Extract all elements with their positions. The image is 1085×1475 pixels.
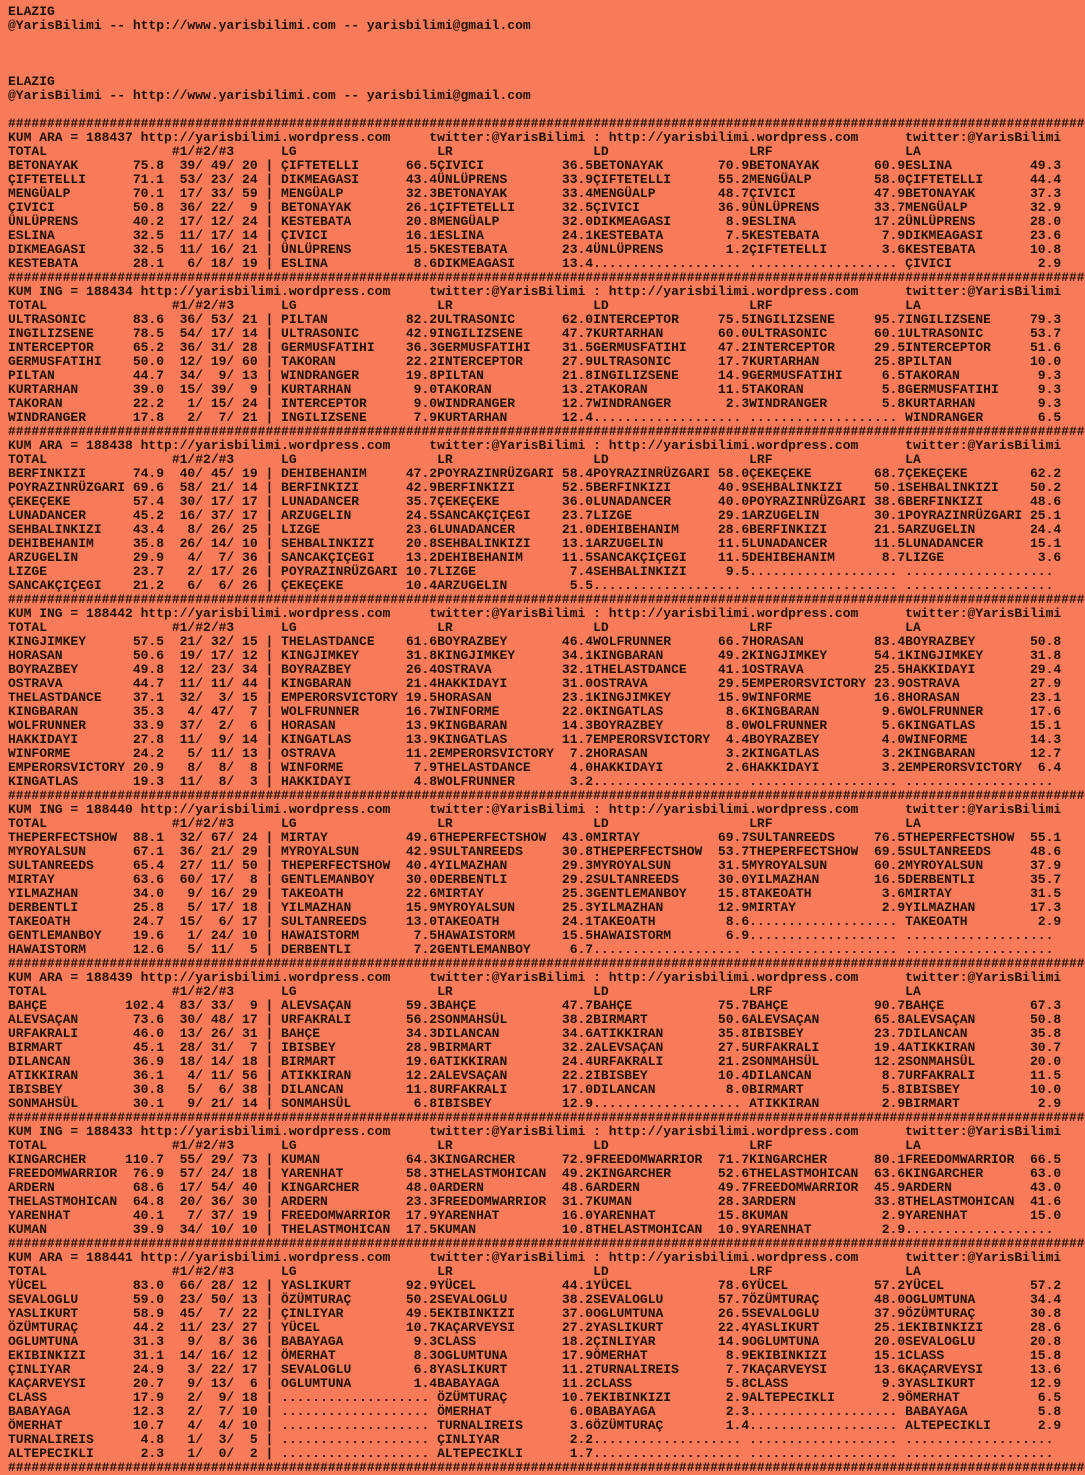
column-header: TOTAL #1/#2/#3 LG LR LD LRF LA <box>8 620 921 635</box>
table-row: TAKEOATH 24.7 15/ 6/ 17 | SULTANREEDS 13.0TAKEOATH 24.1TAKEOATH 8.6................... TAKEOATH 2.9 <box>8 914 1062 929</box>
table-row: ÇIFTETELLI 71.1 53/ 23/ 24 | DIKMEAGASI 43.4ÜNLÜPRENS 33.9ÇIFTETELLI 55.2MENGÜALP 58.0ÇIFTETELLI 44.4 <box>8 172 1062 187</box>
table-row: KINGATLAS 19.3 11/ 8/ 3 | HAKKIDAYI 4.8WOLFRUNNER 3.2................... ................... ................... <box>8 774 1062 789</box>
table-row: GERMUSFATIHI 50.0 12/ 19/ 60 | TAKORAN 22.2INTERCEPTOR 27.9ULTRASONIC 17.7KURTARHAN 25.8PILTAN 10.0 <box>8 354 1062 369</box>
table-row: GENTLEMANBOY 19.6 1/ 24/ 10 | HAWAISTORM 7.5HAWAISTORM 15.5HAWAISTORM 6.9................... ................... <box>8 928 1062 943</box>
section-header: KUM ING = 188434 http://yarisbilimi.wordpress.com twitter:@YarisBilimi : http://yarisbilimi.wordpress.com twitter:@YarisBilimi <box>8 284 1062 299</box>
table-row: DIKMEAGASI 32.5 11/ 16/ 21 | ÜNLÜPRENS 15.5KESTEBATA 23.4ÜNLÜPRENS 1.2ÇIFTETELLI 3.6KESTEBATA 10.8 <box>8 242 1062 257</box>
table-row: ALTEPECIKLI 2.3 1/ 0/ 2 | ................... ALTEPECIKLI 1.7................... ................... ................... <box>8 1446 1062 1461</box>
table-row: ÇINLIYAR 24.9 3/ 22/ 17 | SEVALOGLU 6.8YASLIKURT 11.2TURNALIREIS 7.7KAÇARVEYSI 13.6KAÇARVEYSI 13.6 <box>8 1362 1062 1377</box>
column-header: TOTAL #1/#2/#3 LG LR LD LRF LA <box>8 298 921 313</box>
section-header: KUM ARA = 188437 http://yarisbilimi.wordpress.com twitter:@YarisBilimi : http://yarisbilimi.wordpress.com twitter:@YarisBilimi <box>8 130 1062 145</box>
table-row: ÇIVICI 50.8 36/ 22/ 9 | BETONAYAK 26.1ÇIFTETELLI 32.5ÇIVICI 36.9ÜNLÜPRENS 33.7MENGÜALP 32.9 <box>8 200 1062 215</box>
report-body <box>8 116 1085 1475</box>
table-row: HAWAISTORM 12.6 5/ 11/ 5 | DERBENTLI 7.2GENTLEMANBOY 6.7................... ................... ................... <box>8 942 1062 957</box>
blank-line <box>8 47 1080 61</box>
table-row: EMPERORSVICTORY 20.9 8/ 8/ 8 | WINFORME 7.9THELASTDANCE 4.0HAKKIDAYI 2.6HAKKIDAYI 3.2EMPERORSVICTORY 6.4 <box>8 760 1062 775</box>
table-row: WOLFRUNNER 33.9 37/ 2/ 6 | HORASAN 13.9KINGBARAN 14.3BOYRAZBEY 8.0WOLFRUNNER 5.6KINGATLAS 15.1 <box>8 718 1062 733</box>
section-separator: ########################################################################################################################################## <box>8 1110 1085 1125</box>
page-title: ELAZIG <box>8 4 55 19</box>
table-row: BETONAYAK 75.8 39/ 49/ 20 | ÇIFTETELLI 66.5ÇIVICI 36.5BETONAYAK 70.9BETONAYAK 60.9ESLINA 49.3 <box>8 158 1062 173</box>
table-row: POYRAZINRÜZGARI 69.6 58/ 21/ 14 | BERFINKIZI 42.9BERFINKIZI 52.5BERFINKIZI 40.9SEHBALINKIZI 50.1SEHBALINKIZI 50.2 <box>8 480 1062 495</box>
table-row: ARZUGELIN 29.9 4/ 7/ 36 | SANCAKÇIÇEGI 13.2DEHIBEHANIM 11.5SANCAKÇIÇEGI 11.5DEHIBEHANIM 8.7LIZGE 3.6 <box>8 550 1062 565</box>
table-row: OSTRAVA 44.7 11/ 11/ 44 | KINGBARAN 21.4HAKKIDAYI 31.0OSTRAVA 29.5EMPERORSVICTORY 23.9OSTRAVA 27.9 <box>8 676 1062 691</box>
section-header: KUM ARA = 188438 http://yarisbilimi.wordpress.com twitter:@YarisBilimi : http://yarisbilimi.wordpress.com twitter:@YarisBilimi <box>8 438 1062 453</box>
table-row: SULTANREEDS 65.4 27/ 11/ 50 | THEPERFECTSHOW 40.4YILMAZHAN 29.3MYROYALSUN 31.5MYROYALSUN 60.2MYROYALSUN 37.9 <box>8 858 1062 873</box>
table-row: WINDRANGER 17.8 2/ 7/ 21 | INGILIZSENE 7.9KURTARHAN 12.4................... ................... WINDRANGER 6.5 <box>8 410 1062 425</box>
column-header: TOTAL #1/#2/#3 LG LR LD LRF LA <box>8 452 921 467</box>
blank-line <box>8 33 1080 47</box>
table-row: PILTAN 44.7 34/ 9/ 13 | WINDRANGER 19.8PILTAN 21.8INGILIZSENE 14.9GERMUSFATIHI 6.5TAKORAN 9.3 <box>8 368 1062 383</box>
table-row: IBISBEY 30.8 5/ 6/ 38 | DILANCAN 11.8URFAKRALI 17.0DILANCAN 8.0BIRMART 5.8IBISBEY 10.0 <box>8 1082 1062 1097</box>
table-row: ÇEKEÇEKE 57.4 30/ 17/ 17 | LUNADANCER 35.7ÇEKEÇEKE 36.0LUNADANCER 40.0POYRAZINRÜZGARI 38.6BERFINKIZI 48.6 <box>8 494 1062 509</box>
section-separator: ########################################################################################################################################## <box>8 270 1085 285</box>
table-row: DEHIBEHANIM 35.8 26/ 14/ 10 | SEHBALINKIZI 20.8SEHBALINKIZI 13.1ARZUGELIN 11.5LUNADANCER 11.5LUNADANCER 15.1 <box>8 536 1062 551</box>
table-row: THELASTMOHICAN 64.8 20/ 36/ 30 | ARDERN 23.3FREEDOMWARRIOR 31.7KUMAN 28.3ARDERN 33.8THELASTMOHICAN 41.6 <box>8 1194 1062 1209</box>
column-header: TOTAL #1/#2/#3 LG LR LD LRF LA <box>8 816 921 831</box>
section-separator: ########################################################################################################################################## <box>8 424 1085 439</box>
table-row: MYROYALSUN 67.1 36/ 21/ 29 | MYROYALSUN 42.9SULTANREEDS 30.8THEPERFECTSHOW 53.7THEPERFECTSHOW 69.5SULTANREEDS 48.6 <box>8 844 1062 859</box>
table-row: DILANCAN 36.9 18/ 14/ 18 | BIRMART 19.6ATIKKIRAN 24.4URFAKRALI 21.2SONMAHSÜL 12.2SONMAHSÜL 20.0 <box>8 1054 1062 1069</box>
table-row: KINGJIMKEY 57.5 21/ 32/ 15 | THELASTDANCE 61.6BOYRAZBEY 46.4WOLFRUNNER 66.7HORASAN 83.4BOYRAZBEY 50.8 <box>8 634 1062 649</box>
table-row: ÖMERHAT 10.7 4/ 4/ 10 | ................... TURNALIREIS 3.6ÖZÜMTURAÇ 1.4................... ALTEPECIKLI 2.9 <box>8 1418 1062 1433</box>
page-title: ELAZIG <box>8 74 55 89</box>
table-row: YILMAZHAN 34.0 9/ 16/ 29 | TAKEOATH 22.6MIRTAY 25.3GENTLEMANBOY 15.8TAKEOATH 3.6MIRTAY 31.5 <box>8 886 1062 901</box>
table-row: INGILIZSENE 78.5 54/ 17/ 14 | ULTRASONIC 42.9INGILIZSENE 47.7KURTARHAN 60.0ULTRASONIC 60.1ULTRASONIC 53.7 <box>8 326 1062 341</box>
section-header: KUM ING = 188442 http://yarisbilimi.wordpress.com twitter:@YarisBilimi : http://yarisbilimi.wordpress.com twitter:@YarisBilimi <box>8 606 1062 621</box>
table-row: LIZGE 23.7 2/ 17/ 26 | POYRAZINRÜZGARI 10.7LIZGE 7.4SEHBALINKIZI 9.5................... ................... <box>8 564 1062 579</box>
blank-line <box>8 61 1080 75</box>
table-row: INTERCEPTOR 65.2 36/ 31/ 28 | GERMUSFATIHI 36.3GERMUSFATIHI 31.5GERMUSFATIHI 47.2INTERCEPTOR 29.5INTERCEPTOR 51.6 <box>8 340 1062 355</box>
section-header: KUM ARA = 188439 http://yarisbilimi.wordpress.com twitter:@YarisBilimi : http://yarisbilimi.wordpress.com twitter:@YarisBilimi <box>8 970 1062 985</box>
table-row: SANCAKÇIÇEGI 21.2 6/ 6/ 26 | ÇEKEÇEKE 10.4ARZUGELIN 5.5................... ................... ................... <box>8 578 1062 593</box>
table-row: ÜNLÜPRENS 40.2 17/ 12/ 24 | KESTEBATA 20.8MENGÜALP 32.0DIKMEAGASI 8.9ESLINA 17.2ÜNLÜPRENS 28.0 <box>8 214 1062 229</box>
byline: @YarisBilimi -- http://www.yarisbilimi.com -- yarisbilimi@gmail.com <box>8 88 531 103</box>
table-row: TAKORAN 22.2 1/ 15/ 24 | INTERCEPTOR 9.0WINDRANGER 12.7WINDRANGER 2.3WINDRANGER 5.8KURTARHAN 9.3 <box>8 396 1062 411</box>
column-header: TOTAL #1/#2/#3 LG LR LD LRF LA <box>8 144 921 159</box>
table-row: YARENHAT 40.1 7/ 37/ 19 | FREEDOMWARRIOR 17.9YARENHAT 16.0YARENHAT 15.8KUMAN 2.9YARENHAT 15.0 <box>8 1208 1062 1223</box>
table-row: ARDERN 68.6 17/ 54/ 40 | KINGARCHER 48.0ARDERN 48.6ARDERN 49.7FREEDOMWARRIOR 45.9ARDERN 43.0 <box>8 1180 1062 1195</box>
column-header: TOTAL #1/#2/#3 LG LR LD LRF LA <box>8 1138 921 1153</box>
table-row: CLASS 17.9 2/ 9/ 18 | ................... ÖZÜMTURAÇ 10.7EKIBINKIZI 2.9ALTEPECIKLI 2.9ÖMERHAT 6.5 <box>8 1390 1062 1405</box>
table-row: BOYRAZBEY 49.8 12/ 23/ 34 | BOYRAZBEY 26.4OSTRAVA 32.1THELASTDANCE 41.1OSTRAVA 25.5HAKKIDAYI 29.4 <box>8 662 1062 677</box>
table-row: ATIKKIRAN 36.1 4/ 11/ 56 | ATIKKIRAN 12.2ALEVSAÇAN 22.2IBISBEY 10.4DILANCAN 8.7URFAKRALI 11.5 <box>8 1068 1062 1083</box>
section-separator: ########################################################################################################################################## <box>8 788 1085 803</box>
table-row: BIRMART 45.1 28/ 31/ 7 | IBISBEY 28.9BIRMART 32.2ALEVSAÇAN 27.5URFAKRALI 19.4ATIKKIRAN 30.7 <box>8 1040 1062 1055</box>
table-row: ÖZÜMTURAÇ 44.2 11/ 23/ 27 | YÜCEL 10.7KAÇARVEYSI 27.2YASLIKURT 22.4YASLIKURT 25.1EKIBINKIZI 28.6 <box>8 1320 1062 1335</box>
table-row: URFAKRALI 46.0 13/ 26/ 31 | BAHÇE 34.3DILANCAN 34.6ATIKKIRAN 35.8IBISBEY 23.7DILANCAN 35.8 <box>8 1026 1062 1041</box>
table-row: SEVALOGLU 59.0 23/ 50/ 13 | ÖZÜMTURAÇ 50.2SEVALOGLU 38.2SEVALOGLU 57.7ÖZÜMTURAÇ 48.0OGLUMTUNA 34.4 <box>8 1292 1062 1307</box>
section-separator: ########################################################################################################################################## <box>8 592 1085 607</box>
table-row: KURTARHAN 39.0 15/ 39/ 9 | KURTARHAN 9.0TAKORAN 13.2TAKORAN 11.5TAKORAN 5.8GERMUSFATIHI 9.3 <box>8 382 1062 397</box>
table-row: MIRTAY 63.6 60/ 17/ 8 | GENTLEMANBOY 30.0DERBENTLI 29.2SULTANREEDS 30.0YILMAZHAN 16.5DERBENTLI 35.7 <box>8 872 1062 887</box>
table-row: FREEDOMWARRIOR 76.9 57/ 24/ 18 | YARENHAT 58.3THELASTMOHICAN 49.2KINGARCHER 52.6THELASTMOHICAN 63.6KINGARCHER 63.0 <box>8 1166 1062 1181</box>
section-header: KUM ING = 188433 http://yarisbilimi.wordpress.com twitter:@YarisBilimi : http://yarisbilimi.wordpress.com twitter:@YarisBilimi <box>8 1124 1062 1139</box>
table-row: BERFINKIZI 74.9 40/ 45/ 19 | DEHIBEHANIM 47.2POYRAZINRÜZGARI 58.4POYRAZINRÜZGARI 58.0ÇEKEÇEKE 68.7ÇEKEÇEKE 62.2 <box>8 466 1062 481</box>
masthead-top <box>8 5 1080 75</box>
section-separator: ########################################################################################################################################## <box>8 956 1085 971</box>
table-row: OGLUMTUNA 31.3 9/ 8/ 36 | BABAYAGA 9.3CLASS 18.2ÇINLIYAR 14.9OGLUMTUNA 20.0SEVALOGLU 20.8 <box>8 1334 1062 1349</box>
section-separator: ########################################################################################################################################## <box>8 1236 1085 1251</box>
table-row: WINFORME 24.2 5/ 11/ 13 | OSTRAVA 11.2EMPERORSVICTORY 7.2HORASAN 3.2KINGATLAS 3.2KINGBARAN 12.7 <box>8 746 1062 761</box>
table-row: KESTEBATA 28.1 6/ 18/ 19 | ESLINA 8.6DIKMEAGASI 13.4................... ................... ÇIVICI 2.9 <box>8 256 1062 271</box>
table-row: YÜCEL 83.0 66/ 28/ 12 | YASLIKURT 92.9YÜCEL 44.1YÜCEL 78.6YÜCEL 57.2YÜCEL 57.2 <box>8 1278 1062 1293</box>
table-row: BABAYAGA 12.3 2/ 7/ 10 | ................... ÖMERHAT 6.0BABAYAGA 2.3................... BABAYAGA 5.8 <box>8 1404 1062 1419</box>
section-header: KUM ING = 188440 http://yarisbilimi.wordpress.com twitter:@YarisBilimi : http://yarisbilimi.wordpress.com twitter:@YarisBilimi <box>8 802 1062 817</box>
table-row: ESLINA 32.5 11/ 17/ 14 | ÇIVICI 16.1ESLINA 24.1KESTEBATA 7.5KESTEBATA 7.9DIKMEAGASI 23.6 <box>8 228 1062 243</box>
section-header: KUM ARA = 188441 http://yarisbilimi.wordpress.com twitter:@YarisBilimi : http://yarisbilimi.wordpress.com twitter:@YarisBilimi <box>8 1250 1062 1265</box>
table-row: KINGARCHER 110.7 55/ 29/ 73 | KUMAN 64.3KINGARCHER 72.9FREEDOMWARRIOR 71.7KINGARCHER 80.1FREEDOMWARRIOR 66.5 <box>8 1152 1062 1167</box>
byline: @YarisBilimi -- http://www.yarisbilimi.com -- yarisbilimi@gmail.com <box>8 18 531 33</box>
table-row: MENGÜALP 70.1 17/ 33/ 59 | MENGÜALP 32.3BETONAYAK 33.4MENGÜALP 48.7ÇIVICI 47.9BETONAYAK 37.3 <box>8 186 1062 201</box>
table-row: KUMAN 39.9 34/ 10/ 10 | THELASTMOHICAN 17.5KUMAN 10.8THELASTMOHICAN 10.9YARENHAT 2.9................... <box>8 1222 1062 1237</box>
table-row: ALEVSAÇAN 73.6 30/ 48/ 17 | URFAKRALI 56.2SONMAHSÜL 38.2BIRMART 50.6ALEVSAÇAN 65.8ALEVSAÇAN 50.8 <box>8 1012 1062 1027</box>
table-row: KINGBARAN 35.3 4/ 47/ 7 | WOLFRUNNER 16.7WINFORME 22.0KINGATLAS 8.6KINGBARAN 9.6WOLFRUNNER 17.6 <box>8 704 1062 719</box>
table-row: THELASTDANCE 37.1 32/ 3/ 15 | EMPERORSVICTORY 19.5HORASAN 23.1KINGJIMKEY 15.9WINFORME 16.8HORASAN 23.1 <box>8 690 1062 705</box>
section-separator: ########################################################################################################################################## <box>8 1460 1085 1475</box>
table-row: SONMAHSÜL 30.1 9/ 21/ 14 | SONMAHSÜL 6.8IBISBEY 12.9................... ATIKKIRAN 2.9BIRMART 2.9 <box>8 1096 1062 1111</box>
table-row: EKIBINKIZI 31.1 14/ 16/ 12 | ÖMERHAT 8.3OGLUMTUNA 17.9ÖMERHAT 8.9EKIBINKIZI 15.1CLASS 15.8 <box>8 1348 1062 1363</box>
section-separator: ########################################################################################################################################## <box>8 116 1085 131</box>
table-row: SEHBALINKIZI 43.4 8/ 26/ 25 | LIZGE 23.6LUNADANCER 21.0DEHIBEHANIM 28.6BERFINKIZI 21.5ARZUGELIN 24.4 <box>8 522 1062 537</box>
table-row: YASLIKURT 58.9 45/ 7/ 22 | ÇINLIYAR 49.5EKIBINKIZI 37.0OGLUMTUNA 26.5SEVALOGLU 37.9ÖZÜMTURAÇ 30.8 <box>8 1306 1062 1321</box>
column-header: TOTAL #1/#2/#3 LG LR LD LRF LA <box>8 984 921 999</box>
table-row: HAKKIDAYI 27.8 11/ 9/ 14 | KINGATLAS 13.9KINGATLAS 11.7EMPERORSVICTORY 4.4BOYRAZBEY 4.0WINFORME 14.3 <box>8 732 1062 747</box>
table-row: DERBENTLI 25.8 5/ 17/ 18 | YILMAZHAN 15.9MYROYALSUN 25.3YILMAZHAN 12.9MIRTAY 2.9YILMAZHAN 17.3 <box>8 900 1062 915</box>
table-row: TURNALIREIS 4.8 1/ 3/ 5 | ................... ÇINLIYAR 2.2................... ................... ................... <box>8 1432 1062 1447</box>
table-row: KAÇARVEYSI 20.7 9/ 13/ 6 | OGLUMTUNA 1.4BABAYAGA 11.2CLASS 5.8CLASS 9.3YASLIKURT 12.9 <box>8 1376 1062 1391</box>
table-row: THEPERFECTSHOW 88.1 32/ 67/ 24 | MIRTAY 49.6THEPERFECTSHOW 43.0MIRTAY 69.7SULTANREEDS 76.5THEPERFECTSHOW 55.1 <box>8 830 1062 845</box>
table-row: ULTRASONIC 83.6 36/ 53/ 21 | PILTAN 82.2ULTRASONIC 62.0INTERCEPTOR 75.5INGILIZSENE 95.7INGILIZSENE 79.3 <box>8 312 1062 327</box>
table-row: LUNADANCER 45.2 16/ 37/ 17 | ARZUGELIN 24.5SANCAKÇIÇEGI 23.7LIZGE 29.1ARZUGELIN 30.1POYRAZINRÜZGARI 25.1 <box>8 508 1062 523</box>
masthead-repeat <box>8 75 1080 117</box>
blank-line <box>8 103 1080 117</box>
table-row: HORASAN 50.6 19/ 17/ 12 | KINGJIMKEY 31.8KINGJIMKEY 34.1KINGBARAN 49.2KINGJIMKEY 54.1KINGJIMKEY 31.8 <box>8 648 1062 663</box>
table-row: BAHÇE 102.4 83/ 33/ 9 | ALEVSAÇAN 59.3BAHÇE 47.7BAHÇE 75.7BAHÇE 90.7BAHÇE 67.3 <box>8 998 1062 1013</box>
column-header: TOTAL #1/#2/#3 LG LR LD LRF LA <box>8 1264 921 1279</box>
